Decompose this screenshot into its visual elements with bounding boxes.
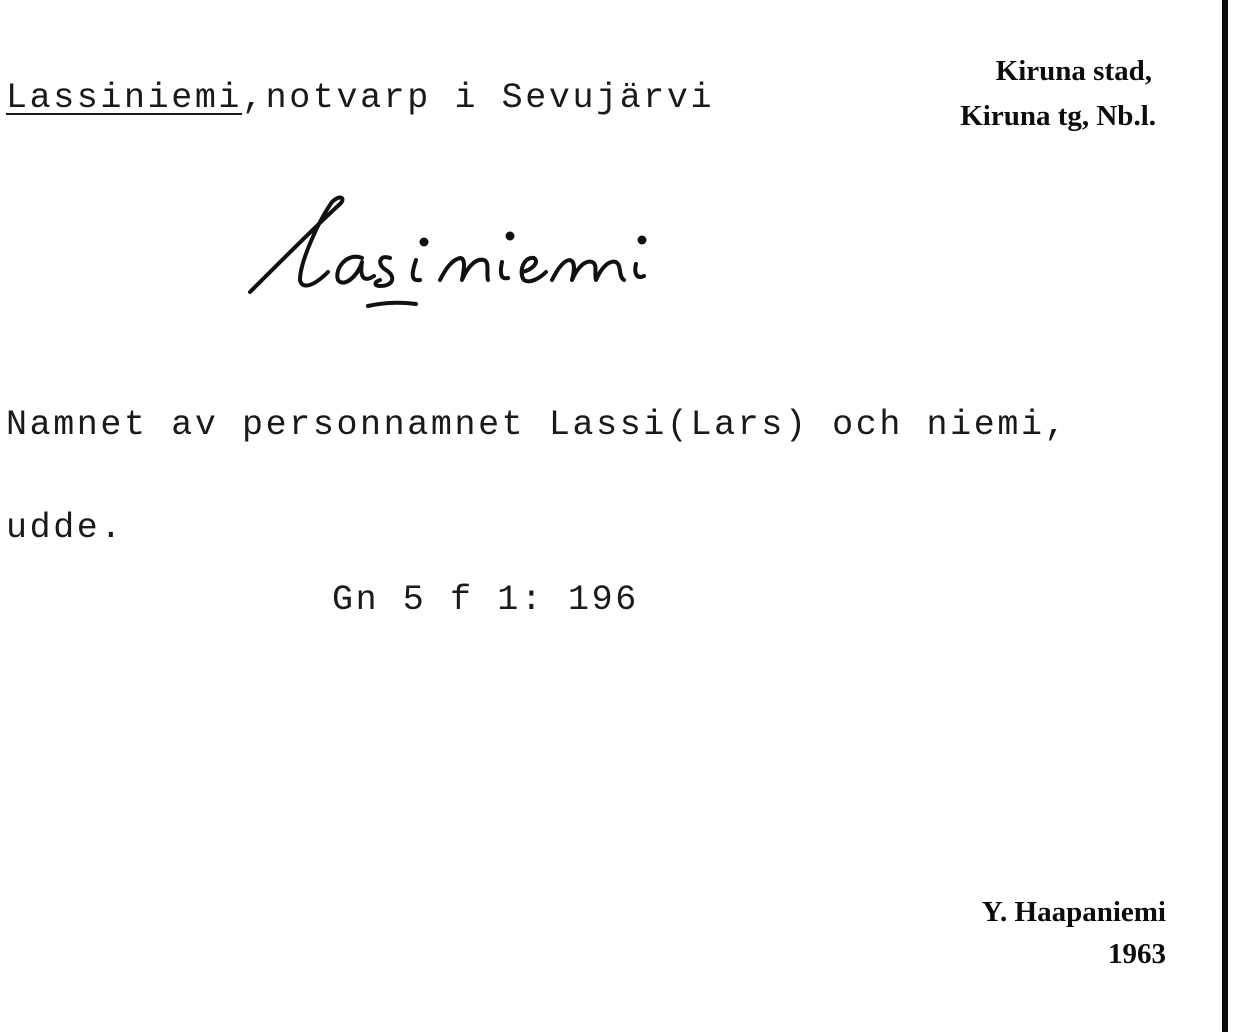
etymology-line-2: udde. <box>6 508 125 548</box>
author-name: Y. Haapaniemi <box>981 896 1166 928</box>
card-edge-line <box>1222 0 1228 1032</box>
handwritten-name <box>240 192 820 322</box>
year: 1963 <box>1108 938 1166 970</box>
region-line-1: Kiruna stad, <box>995 55 1152 87</box>
place-name: Lassiniemi <box>6 78 243 118</box>
heading-line <box>6 78 714 118</box>
source-reference: Gn 5 f 1: 196 <box>332 580 639 620</box>
etymology-line-1: Namnet av personnamnet Lassi(Lars) och niemi, <box>6 405 1069 445</box>
place-description: ,notvarp i Sevujärvi <box>242 78 715 118</box>
region-line-2: Kiruna tg, Nb.l. <box>960 100 1156 132</box>
